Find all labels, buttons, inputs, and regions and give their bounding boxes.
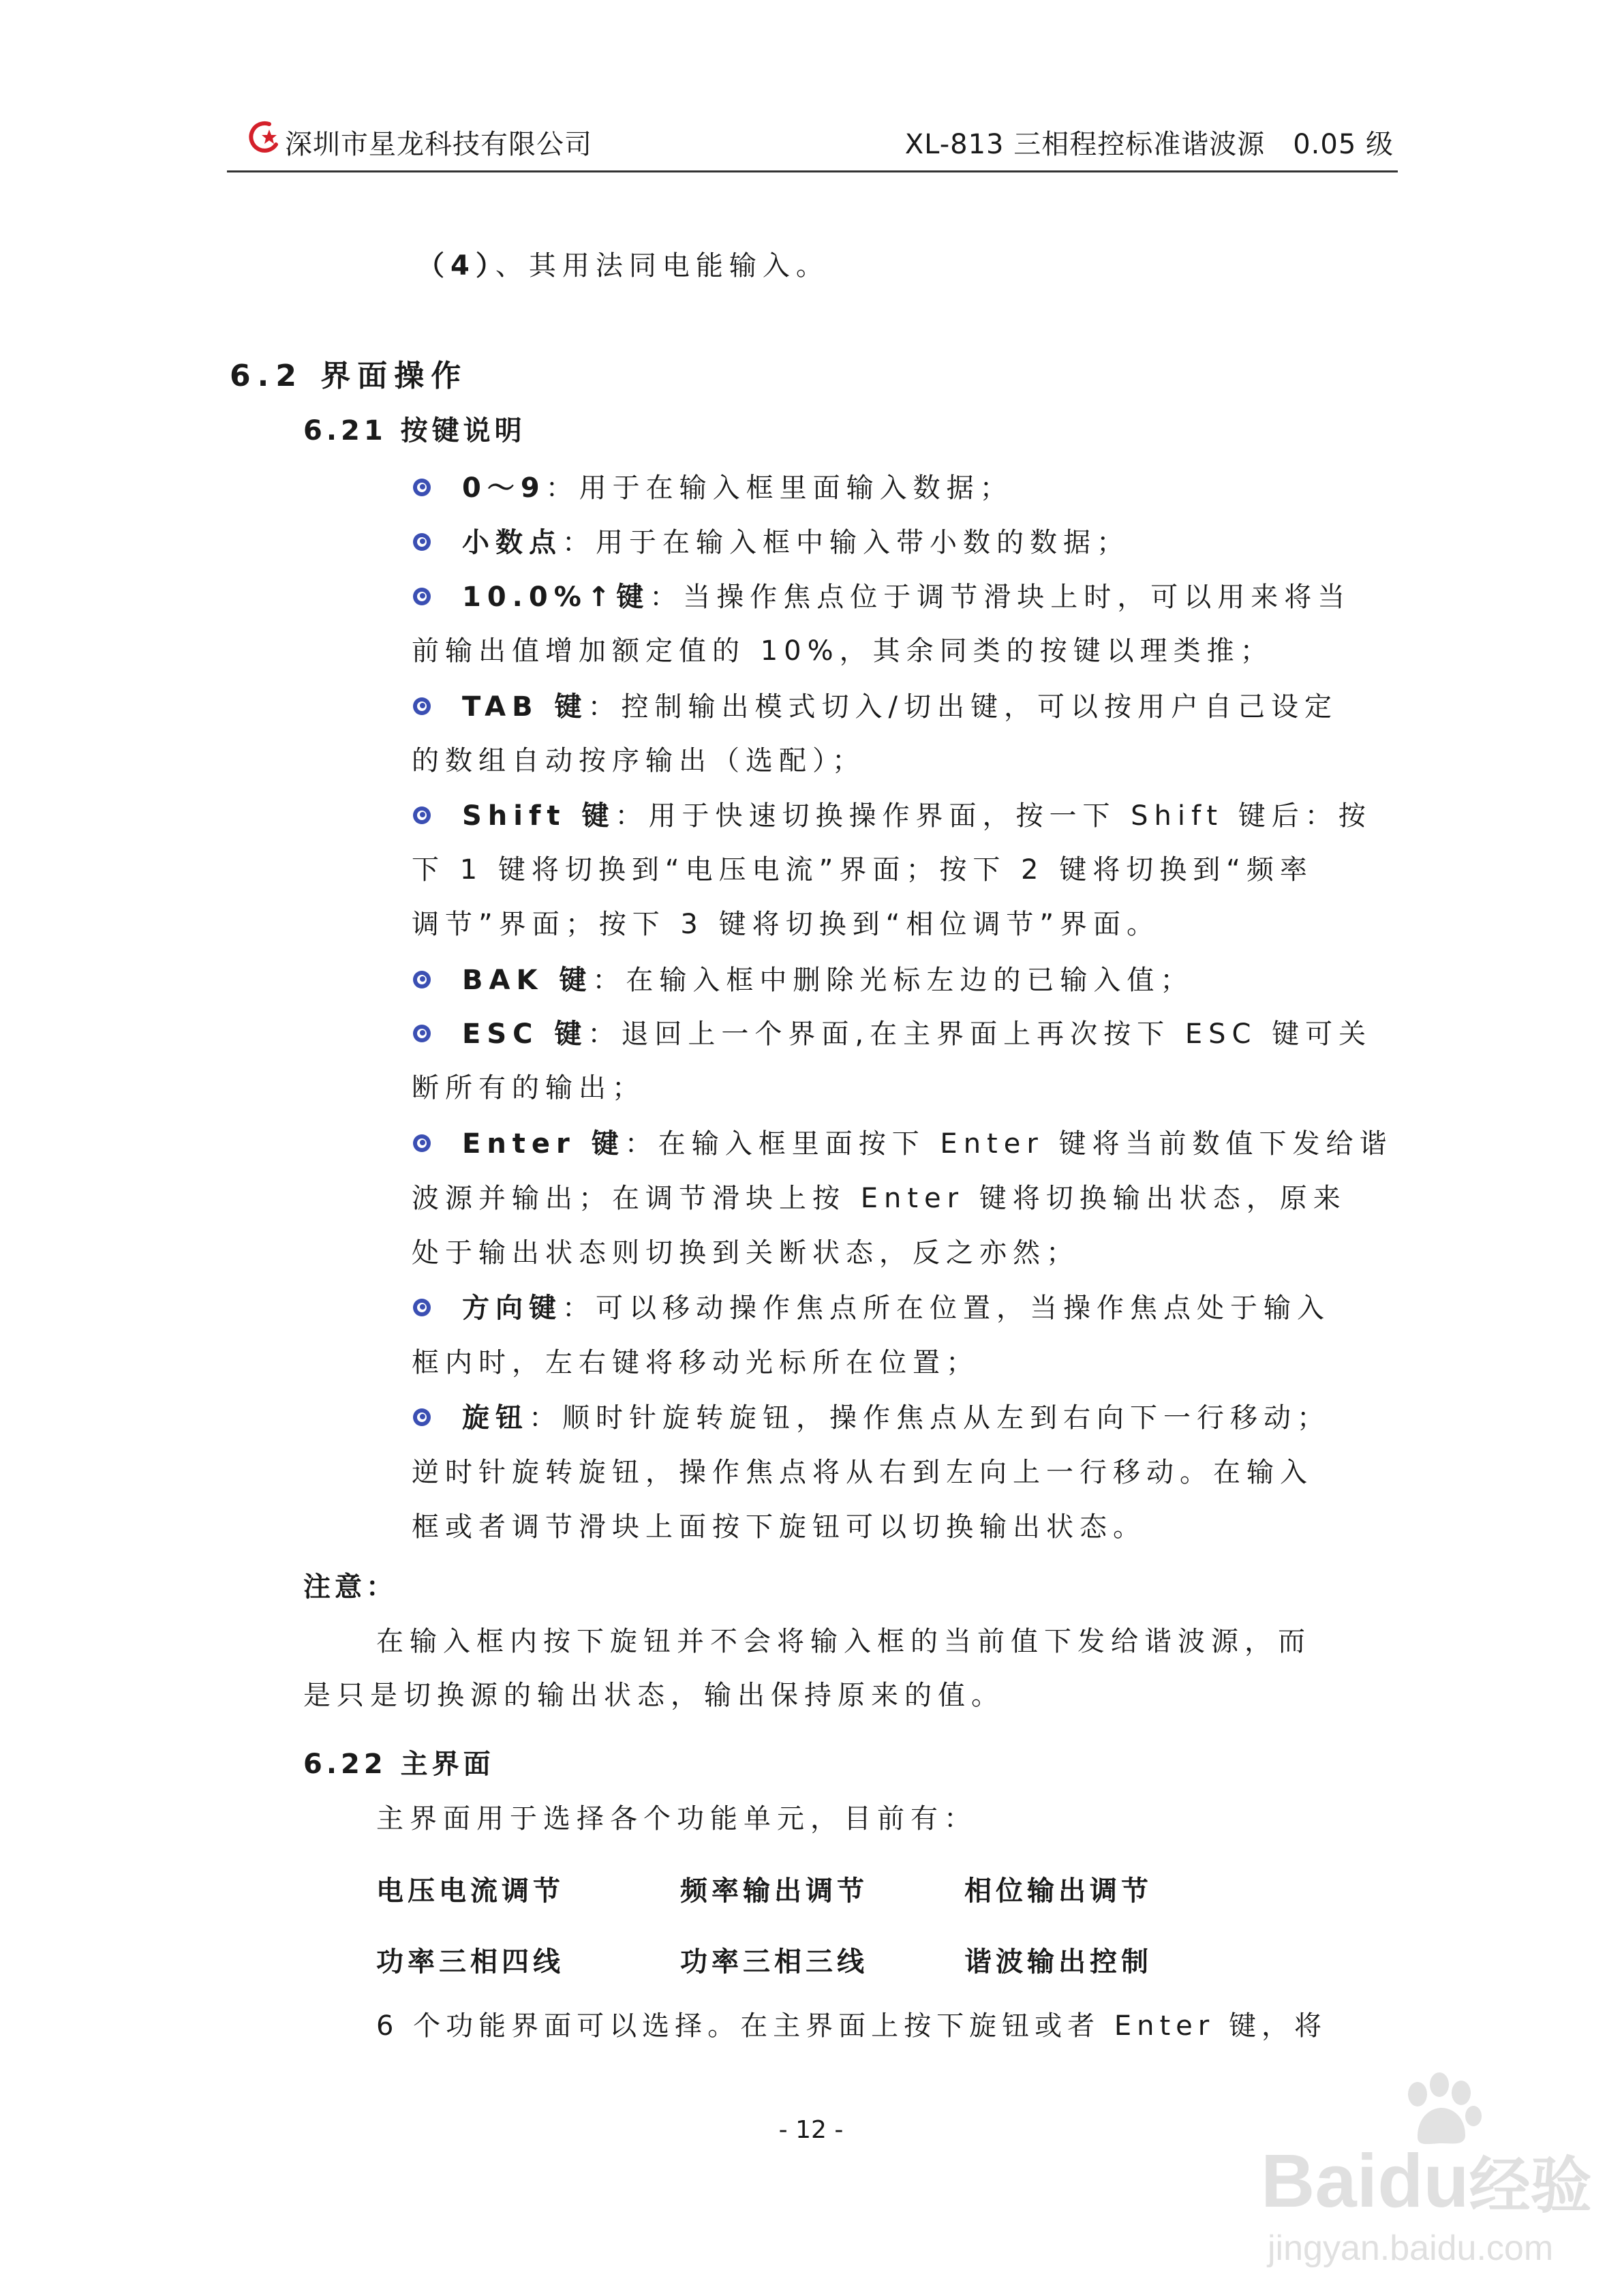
bullet-icon <box>412 1133 432 1153</box>
key-item-line <box>462 1016 1372 1052</box>
key-name: 0～9 <box>462 472 546 504</box>
header-rule <box>227 170 1398 172</box>
bullet-icon <box>412 1023 432 1044</box>
key-desc: ：可以移动操作焦点所在位置，当操作焦点处于输入 <box>562 1293 1330 1324</box>
bullet-icon <box>412 696 432 716</box>
function-power-3p4w: 功率三相四线 <box>376 1946 564 1978</box>
baidu-jingyan-watermark <box>1261 2072 1592 2277</box>
function-harmonic: 谐波输出控制 <box>964 1946 1152 1978</box>
company-name: 深圳市星龙科技有限公司 <box>285 129 592 160</box>
bullet-icon <box>412 477 432 498</box>
key-desc-continuation: 处于输出状态则切换到关断状态，反之亦然； <box>412 1237 1080 1269</box>
note-title: 注意： <box>303 1571 397 1603</box>
function-frequency: 频率输出调节 <box>680 1875 868 1907</box>
key-name: 10.0%↑键 <box>462 581 650 613</box>
watermark-brand2: du <box>1377 2139 1469 2223</box>
product-title: XL-813 三相程控标准谐波源 0.05 级 <box>904 129 1394 160</box>
key-desc: ：控制输出模式切入/切出键，可以按用户自己设定 <box>587 691 1338 723</box>
intro-line <box>417 248 829 284</box>
key-name: Shift 键 <box>462 800 615 832</box>
section-title: 6.2 界面操作 <box>230 359 468 393</box>
key-desc: ：顺时针旋转旋钮，操作焦点从左到右向下一行移动； <box>529 1402 1330 1434</box>
key-name: ESC 键 <box>462 1018 588 1050</box>
key-desc-continuation: 波源并输出；在调节滑块上按 Enter 键将切换输出状态，原来 <box>412 1183 1347 1214</box>
paw-icon <box>1397 2072 1486 2147</box>
key-item-line <box>462 963 1193 998</box>
key-desc: ：在输入框中删除光标左边的已输入值； <box>592 965 1194 996</box>
key-name: 方向键 <box>462 1293 562 1324</box>
key-desc-continuation: 框内时，左右键将移动光标所在位置； <box>412 1347 979 1378</box>
key-name: TAB 键 <box>462 691 588 723</box>
key-name: 小数点 <box>462 527 562 558</box>
key-desc-continuation: 下 1 键将切换到“电压电流”界面；按下 2 键将切换到“频率 <box>412 854 1313 886</box>
key-desc-continuation: 的数组自动按序输出（选配）； <box>412 745 866 776</box>
key-desc: ：用于在输入框里面输入数据； <box>545 472 1013 504</box>
subsection-title-keys: 6.21 按键说明 <box>303 415 526 447</box>
intro-number: （4） <box>417 250 495 282</box>
key-item-line <box>462 1400 1330 1436</box>
key-desc-continuation: 前输出值增加额定值的 10%，其余同类的按键以理类推； <box>412 635 1274 667</box>
bullet-icon <box>412 1407 432 1428</box>
key-item-line <box>462 798 1372 834</box>
subsection-title-main: 6.22 主界面 <box>303 1749 495 1780</box>
key-desc-continuation: 框或者调节滑块上面按下旋钮可以切换输出状态。 <box>412 1511 1146 1543</box>
key-item-line <box>462 579 1351 615</box>
company-logo <box>249 120 281 153</box>
watermark-cn: 经验 <box>1469 2152 1592 2220</box>
key-desc: ：用于快速切换操作界面，按一下 Shift 键后：按 <box>615 800 1372 832</box>
bullet-icon <box>412 586 432 607</box>
function-voltage-current: 电压电流调节 <box>376 1875 564 1907</box>
watermark-url: jingyan.baidu.com <box>1268 2229 1554 2268</box>
page-number: - 12 - <box>778 2116 844 2144</box>
key-name: 旋钮 <box>462 1402 529 1434</box>
key-desc-continuation: 断所有的输出； <box>412 1072 645 1104</box>
key-item-line <box>462 1126 1393 1162</box>
bullet-icon <box>412 532 432 552</box>
bullet-icon <box>412 969 432 990</box>
key-item-line <box>462 1290 1330 1326</box>
key-item-line <box>462 525 1130 560</box>
key-desc-continuation: 调节”界面；按下 3 键将切换到“相位调节”界面。 <box>412 909 1161 940</box>
bullet-icon <box>412 1297 432 1318</box>
function-phase: 相位输出调节 <box>964 1875 1152 1907</box>
key-name: BAK 键 <box>462 965 593 996</box>
key-desc: ：在输入框里面按下 Enter 键将当前数值下发给谐 <box>624 1128 1393 1160</box>
key-item-line <box>462 689 1338 725</box>
key-desc-continuation: 逆时针旋转旋钮，操作焦点将从右到左向上一行移动。在输入 <box>412 1457 1313 1488</box>
key-desc: ：退回上一个界面,在主界面上再次按下 ESC 键可关 <box>587 1018 1373 1050</box>
last-line: 6 个功能界面可以选择。在主界面上按下旋钮或者 Enter 键，将 <box>376 2010 1327 2042</box>
key-desc: ：当操作焦点位于调节滑块上时，可以用来将当 <box>649 581 1351 613</box>
note-line-1: 在输入框内按下旋钮并不会将输入框的当前值下发给谐波源，而 <box>376 1626 1311 1657</box>
bullet-icon <box>412 805 432 826</box>
function-power-3p3w: 功率三相三线 <box>680 1946 868 1978</box>
note-line-2: 是只是切换源的输出状态，输出保持原来的值。 <box>303 1680 1005 1711</box>
key-item-line <box>462 470 1013 506</box>
key-desc: ：用于在输入框中输入带小数的数据； <box>562 527 1130 558</box>
watermark-brand: Bai <box>1261 2139 1378 2223</box>
main-intro: 主界面用于选择各个功能单元，目前有： <box>376 1803 977 1834</box>
key-name: Enter 键 <box>462 1128 625 1160</box>
intro-text: 、其用法同电能输入。 <box>495 250 829 282</box>
